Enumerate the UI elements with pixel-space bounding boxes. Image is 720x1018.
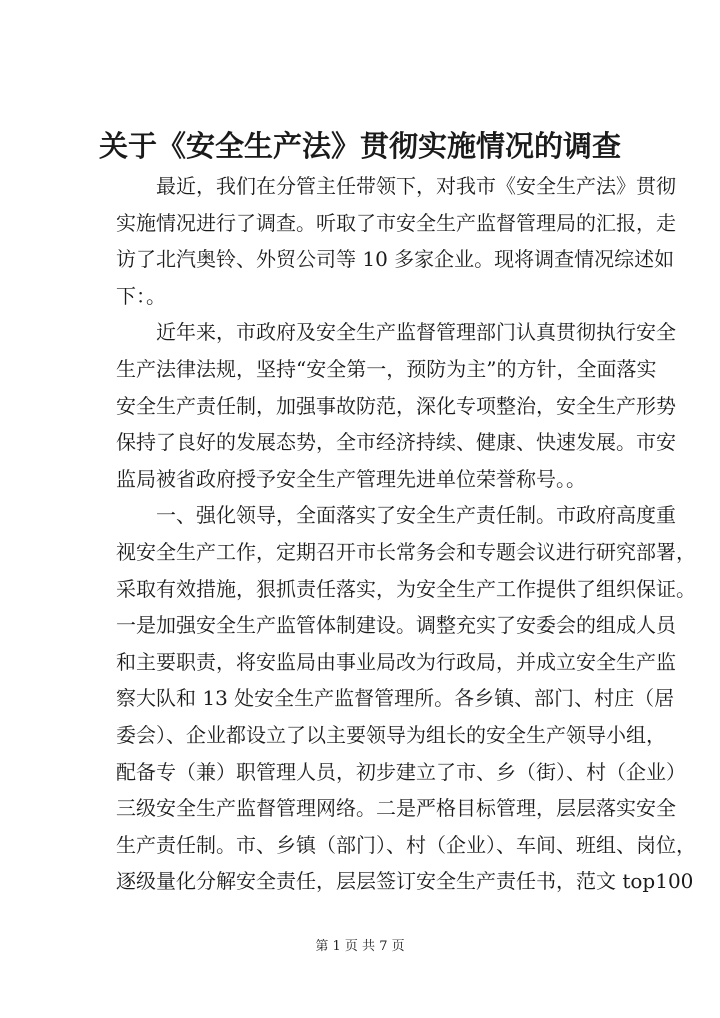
text-line: 监局被省政府授予安全生产管理先进单位荣誉称号。。 — [116, 466, 586, 491]
text-line: 生产责任制。市、乡镇（部门）、村（企业）、车间、班组、岗位， — [116, 832, 696, 857]
text-line: 一是加强安全生产监管体制建设。调整充实了安委会的组成人员 — [116, 613, 676, 638]
text-line: 最近，我们在分管主任带领下，对我市《安全生产法》贯彻 — [156, 174, 676, 198]
text-line: 委会）、企业都设立了以主要领导为组长的安全生产领导小组， — [116, 722, 666, 747]
text-line: 和主要职责，将安监局由事业局改为行政局，并成立安全生产监 — [116, 649, 676, 674]
page-footer: 第 1 页 共 7 页 — [315, 939, 405, 954]
document-body — [116, 168, 696, 900]
text-line: 近年来，市政府及安全生产监督管理部门认真贯彻执行安全 — [156, 320, 676, 345]
text-line: 察大队和 13 处安全生产监督管理所。各乡镇、部门、村庄（居 — [116, 686, 675, 711]
text-line: 访了北汽奥铃、外贸公司等 10 多家企业。现将调查情况综述如 — [116, 247, 675, 272]
text-line: 逐级量化分解安全责任，层层签订安全生产责任书，范文 top100 — [116, 869, 694, 894]
text-line: 配备专（兼）职管理人员，初步建立了市、乡（街）、村（企业） — [116, 759, 686, 784]
text-line: 下：。 — [116, 283, 166, 308]
text-line: 一、强化领导，全面落实了安全生产责任制。市政府高度重 — [156, 503, 676, 528]
document-title: 关于《安全生产法》贯彻实施情况的调查 — [98, 129, 621, 163]
text-line: 采取有效措施，狠抓责任落实，为安全生产工作提供了组织保证。 — [116, 576, 696, 601]
text-line: 三级安全生产监督管理网络。二是严格目标管理，层层落实安全 — [116, 796, 676, 821]
text-line: 视安全生产工作，定期召开市长常务会和专题会议进行研究部署， — [116, 539, 696, 564]
text-line: 实施情况进行了调查。听取了市安全生产监督管理局的汇报，走 — [116, 210, 676, 235]
text-line: 保持了良好的发展态势，全市经济持续、健康、快速发展。市安 — [116, 430, 676, 455]
text-line: 安全生产责任制，加强事故防范，深化专项整治，安全生产形势 — [116, 393, 676, 418]
text-line: 生产法律法规，坚持“安全第一，预防为主”的方针，全面落实 — [116, 356, 657, 381]
